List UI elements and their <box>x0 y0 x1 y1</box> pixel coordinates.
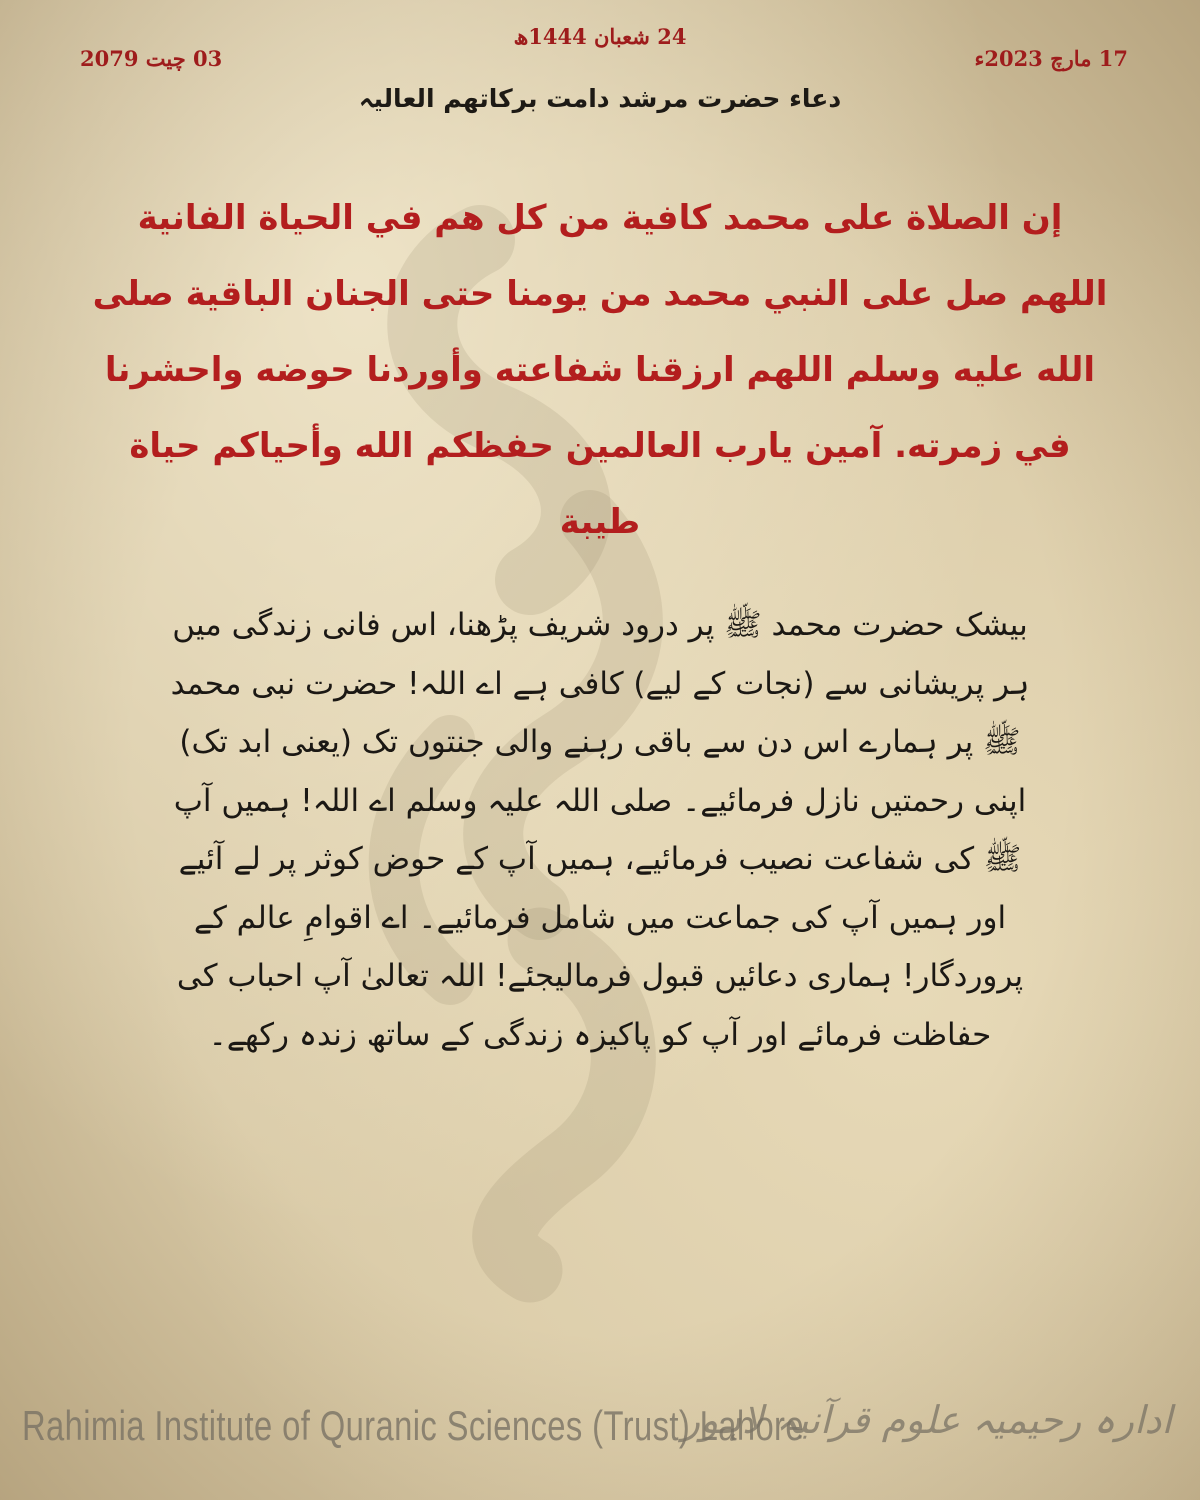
page-heading: دعاء حضرت مرشد دامت برکاتھم العالیہ <box>358 84 842 113</box>
bikrami-date: 03 چیت 2079 <box>80 46 223 71</box>
hijri-date: 24 شعبان 1444ھ <box>513 24 687 49</box>
gregorian-date: 17 مارچ 2023ء <box>974 46 1128 71</box>
arabic-prayer-text: إن الصلاة على محمد كافية من كل هم في الحياة الفانية اللهم صل على النبي محمد من يومنا حتى الجنان الباقية صلى الله عليه وسلم اللهم ارزقنا شفاعته وأوردنا حوضه واحشرنا في زمرته. آمين يارب العالمين حفظكم الله وأحياكم حياة طيبة <box>92 198 1108 542</box>
institute-logo-urdu: ادارہ رحیمیہ علوم قرآنیہ لاہور <box>681 1398 1172 1442</box>
institute-name-english: Rahimia Institute of Quranic Sciences (Trust) Lahore <box>22 1402 804 1449</box>
urdu-translation-text: بیشک حضرت محمد ﷺ پر درود شریف پڑھنا، اس فانی زندگی میں ہر پریشانی سے (نجات کے لیے) کافی ہے اے اللہ! حضرت نبی محمد ﷺ پر ہمارے اس دن سے باقی رہنے والی جنتوں تک (یعنی ابد تک) اپنی رحمتیں نازل فرمائیے۔ صلی اللہ علیہ وسلم اے اللہ! ہمیں آپ ﷺ کی شفاعت نصیب فرمائیے، ہمیں آپ کے حوض کوثر پر لے آئیے اور ہمیں آپ کی جماعت میں شامل فرمائیے۔ اے اقوامِ عالم کے پروردگار! ہماری دعائیں قبول فرمالیجئے! اللہ تعالیٰ آپ احباب کی حفاظت فرمائے اور آپ کو پاکیزہ زندگی کے ساتھ زندہ رکھے۔ <box>170 607 1030 1053</box>
